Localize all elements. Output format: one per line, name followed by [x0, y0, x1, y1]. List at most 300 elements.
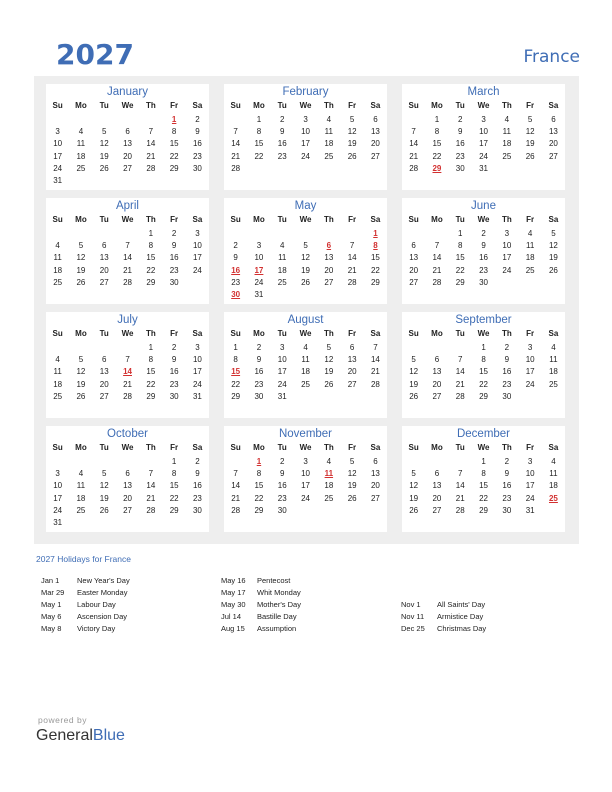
day-cell: 14: [455, 367, 465, 377]
day-cell: 26: [76, 391, 86, 401]
holiday-item: [221, 623, 391, 635]
day-cell: 1: [233, 343, 238, 352]
week-row: [224, 265, 387, 277]
day-cell: 7: [125, 355, 130, 365]
holiday-day-cell: 1: [171, 115, 177, 124]
week-row: [46, 228, 209, 240]
day-cell: 17: [525, 481, 535, 491]
holiday-day-cell: 15: [231, 367, 241, 377]
day-cell: 8: [171, 469, 177, 479]
day-cell: 27: [370, 151, 380, 161]
weekday-label: Fr: [348, 101, 357, 110]
week-row: [224, 493, 387, 505]
day-cell: 12: [76, 367, 86, 377]
day-cell: 11: [76, 481, 86, 491]
day-cell: 5: [102, 469, 107, 479]
weekday-label: We: [477, 101, 490, 110]
day-cell: 19: [409, 379, 419, 389]
day-cell: 15: [254, 481, 264, 491]
day-cell: 10: [254, 253, 264, 263]
week-row: [402, 505, 565, 517]
week-row: [402, 342, 565, 354]
holiday-name: Ascension Day: [77, 612, 128, 621]
holiday-column: [41, 575, 211, 635]
weekday-label: Su: [408, 443, 419, 452]
day-cell: 3: [303, 457, 308, 466]
week-row: [46, 265, 209, 277]
day-cell: 25: [548, 379, 558, 389]
day-cell: 7: [411, 127, 416, 137]
weekday-label: We: [477, 215, 490, 224]
day-cell: 30: [192, 163, 202, 173]
holiday-name: Armistice Day: [437, 612, 484, 621]
holiday-name: Victory Day: [77, 624, 116, 633]
day-cell: 20: [99, 379, 109, 389]
weekday-label: Sa: [192, 329, 203, 338]
holiday-item: [401, 623, 571, 635]
week-row: [402, 228, 565, 240]
month-name: June: [471, 200, 496, 212]
week-row: [224, 468, 387, 480]
day-cell: 18: [525, 253, 535, 263]
day-cell: 4: [326, 457, 332, 466]
day-cell: 6: [102, 355, 107, 365]
month-name: April: [115, 200, 139, 212]
day-cell: 22: [455, 265, 465, 275]
week-row: [46, 456, 209, 468]
day-cell: 15: [432, 139, 442, 149]
day-cell: 23: [277, 151, 287, 161]
weekday-label: Th: [323, 329, 334, 338]
day-cell: 16: [502, 367, 512, 377]
day-cell: 24: [479, 151, 488, 161]
day-cell: 27: [99, 277, 109, 287]
day-cell: 30: [169, 391, 179, 401]
holiday-item: [41, 611, 211, 623]
week-row: [402, 138, 565, 150]
week-row: [402, 493, 565, 505]
day-cell: 15: [146, 367, 156, 377]
day-cell: 25: [76, 163, 86, 173]
weekday-label: We: [121, 101, 134, 110]
day-cell: 13: [432, 367, 442, 377]
day-cell: 10: [53, 139, 63, 149]
brand-logo[interactable]: [36, 727, 125, 745]
day-cell: 25: [324, 151, 334, 161]
day-cell: 3: [256, 241, 262, 251]
weekday-label: Tu: [99, 329, 109, 338]
week-row: [46, 505, 209, 517]
weekday-label: Mo: [75, 329, 87, 338]
day-cell: 16: [192, 481, 202, 491]
day-cell: 19: [76, 265, 86, 275]
day-cell: 17: [53, 151, 63, 161]
day-cell: 29: [169, 163, 179, 173]
weekday-label: Fr: [348, 443, 357, 452]
weekday-label: Fr: [170, 215, 179, 224]
day-cell: 21: [370, 367, 380, 377]
holiday-date: May 1: [41, 600, 62, 609]
weekday-label: Su: [408, 329, 419, 338]
day-cell: 9: [504, 469, 510, 479]
day-cell: 24: [254, 277, 264, 287]
day-cell: 8: [148, 355, 154, 365]
day-cell: 27: [123, 505, 132, 515]
day-cell: 13: [123, 481, 132, 491]
day-cell: 7: [458, 355, 463, 365]
day-cell: 22: [169, 151, 179, 161]
day-cell: 28: [146, 505, 156, 515]
day-cell: 27: [370, 493, 380, 503]
day-cell: 9: [195, 469, 200, 479]
day-cell: 28: [370, 379, 380, 389]
day-cell: 26: [324, 379, 334, 389]
day-cell: 25: [525, 265, 535, 275]
day-cell: 22: [146, 265, 156, 275]
week-row: [46, 163, 209, 175]
weekday-label: Tu: [99, 101, 109, 110]
day-cell: 10: [525, 469, 535, 479]
day-cell: 11: [549, 469, 558, 479]
day-cell: 19: [301, 265, 310, 275]
weekday-header: [402, 328, 565, 340]
weekday-header: [402, 442, 565, 454]
day-cell: 3: [55, 469, 60, 479]
week-row: [224, 391, 387, 403]
day-cell: 10: [53, 481, 63, 491]
day-cell: 29: [146, 277, 156, 287]
month-name: January: [107, 86, 148, 98]
week-row: [402, 391, 565, 403]
holiday-date: Nov 1: [401, 600, 421, 609]
month-name: May: [294, 200, 317, 212]
day-cell: 2: [280, 115, 285, 124]
weekday-label: Tu: [277, 329, 287, 338]
day-cell: 4: [504, 115, 510, 124]
day-cell: 27: [347, 379, 357, 389]
week-row: [46, 354, 209, 366]
day-cell: 19: [324, 367, 334, 377]
weekday-label: Tu: [455, 329, 465, 338]
month-june: [402, 198, 565, 304]
day-cell: 3: [481, 115, 486, 124]
day-cell: 18: [548, 367, 558, 377]
holiday-item: [401, 599, 571, 611]
day-cell: 25: [53, 391, 63, 401]
day-cell: 30: [502, 391, 512, 401]
day-cell: 18: [324, 481, 334, 491]
weekday-label: Mo: [75, 215, 87, 224]
week-row: [402, 126, 565, 138]
day-cell: 29: [231, 391, 241, 401]
day-cell: 13: [347, 355, 357, 365]
weekday-label: Fr: [170, 101, 179, 110]
day-cell: 24: [277, 379, 287, 389]
day-cell: 31: [277, 391, 287, 401]
day-cell: 18: [53, 379, 63, 389]
weekday-header: [46, 442, 209, 454]
week-row: [224, 354, 387, 366]
day-cell: 20: [347, 367, 357, 377]
day-cell: 3: [527, 457, 533, 466]
day-cell: 16: [455, 139, 465, 149]
week-row: [46, 391, 209, 403]
holiday-item: [401, 587, 571, 599]
day-cell: 13: [409, 253, 419, 263]
day-cell: 9: [171, 241, 177, 251]
day-cell: 1: [481, 343, 486, 352]
month-may: [224, 198, 387, 304]
week-row: [402, 480, 565, 492]
week-row: [46, 493, 209, 505]
day-cell: 1: [481, 457, 486, 466]
weekday-label: Sa: [548, 443, 559, 452]
day-cell: 25: [76, 505, 86, 515]
day-cell: 12: [76, 253, 86, 263]
day-cell: 4: [527, 229, 533, 238]
weekday-label: Fr: [526, 443, 535, 452]
day-cell: 11: [53, 253, 62, 263]
weekday-label: Sa: [192, 215, 203, 224]
day-cell: 10: [525, 355, 535, 365]
weekday-label: Mo: [75, 443, 87, 452]
day-cell: 23: [502, 379, 512, 389]
month-name: November: [278, 428, 333, 440]
day-cell: 20: [123, 493, 132, 503]
weekday-label: We: [299, 443, 312, 452]
day-cell: 9: [171, 355, 177, 365]
day-cell: 26: [548, 265, 558, 275]
day-cell: 9: [280, 469, 285, 479]
day-cell: 20: [324, 265, 334, 275]
day-cell: 2: [280, 457, 285, 466]
day-cell: 8: [458, 241, 463, 251]
day-cell: 24: [525, 493, 535, 503]
day-cell: 7: [373, 343, 378, 352]
day-cell: 19: [409, 493, 419, 503]
day-cell: 5: [78, 241, 84, 251]
day-cell: 29: [370, 277, 380, 287]
day-cell: 12: [409, 481, 419, 491]
weekday-label: Sa: [192, 443, 203, 452]
holiday-date: May 30: [221, 600, 246, 609]
day-cell: 31: [479, 163, 488, 173]
day-cell: 28: [146, 163, 156, 173]
weekday-label: Su: [230, 101, 241, 110]
week-row: [402, 379, 565, 391]
day-cell: 29: [146, 391, 156, 401]
weekday-label: Mo: [253, 215, 265, 224]
day-cell: 11: [324, 127, 333, 137]
day-cell: 5: [551, 229, 556, 238]
day-cell: 26: [76, 277, 86, 287]
day-cell: 23: [192, 493, 202, 503]
day-cell: 3: [527, 343, 533, 352]
day-cell: 15: [169, 481, 179, 491]
day-cell: 1: [148, 229, 154, 238]
holiday-name: Pentecost: [257, 576, 291, 585]
day-cell: 5: [102, 127, 107, 137]
day-cell: 23: [169, 265, 179, 275]
week-row: [46, 480, 209, 492]
holiday-day-cell: 1: [373, 229, 378, 238]
day-cell: 29: [254, 505, 264, 515]
day-cell: 6: [373, 115, 378, 124]
holiday-day-cell: 8: [373, 241, 378, 251]
month-december: [402, 426, 565, 532]
year-title: 2027: [56, 38, 134, 71]
day-cell: 19: [347, 481, 357, 491]
day-cell: 23: [254, 379, 264, 389]
day-cell: 24: [301, 493, 310, 503]
day-cell: 19: [548, 253, 558, 263]
holiday-date: May 8: [41, 624, 62, 633]
weekday-label: Su: [52, 101, 63, 110]
day-cell: 5: [78, 355, 84, 365]
holiday-day-cell: 14: [123, 367, 132, 377]
day-cell: 17: [301, 139, 310, 149]
day-cell: 2: [171, 343, 177, 352]
holiday-date: Jul 14: [221, 612, 242, 621]
day-cell: 21: [231, 151, 241, 161]
weekday-header: [224, 328, 387, 340]
day-cell: 23: [455, 151, 465, 161]
day-cell: 23: [231, 277, 241, 287]
holiday-date: May 17: [221, 588, 246, 597]
day-cell: 11: [525, 241, 535, 251]
holiday-day-cell: 6: [326, 241, 332, 251]
day-cell: 4: [326, 115, 332, 124]
day-cell: 28: [347, 277, 357, 287]
day-cell: 10: [301, 127, 310, 137]
weekday-label: Su: [52, 329, 63, 338]
holiday-name: New Year's Day: [77, 576, 130, 585]
week-row: [46, 342, 209, 354]
weekday-label: Sa: [548, 215, 559, 224]
weekday-header: [402, 100, 565, 112]
day-cell: 28: [123, 391, 132, 401]
holiday-date: May 16: [221, 576, 246, 585]
holiday-item: [41, 575, 211, 587]
month-august: [224, 312, 387, 418]
day-cell: 3: [280, 343, 285, 352]
weekday-header: [46, 214, 209, 226]
day-cell: 17: [192, 253, 202, 263]
day-cell: 10: [479, 127, 488, 137]
day-cell: 5: [349, 457, 355, 466]
week-row: [224, 252, 387, 264]
day-cell: 25: [53, 277, 63, 287]
day-cell: 26: [99, 505, 109, 515]
week-row: [402, 114, 565, 126]
weekday-label: Tu: [277, 101, 287, 110]
month-name: August: [287, 314, 324, 326]
day-cell: 6: [102, 241, 107, 251]
day-cell: 12: [347, 127, 357, 137]
day-cell: 7: [148, 127, 154, 137]
day-cell: 30: [169, 277, 179, 287]
day-cell: 17: [502, 253, 512, 263]
day-cell: 15: [254, 139, 264, 149]
holiday-day-cell: 29: [432, 163, 442, 173]
weekday-label: Fr: [348, 215, 357, 224]
day-cell: 22: [231, 379, 241, 389]
day-cell: 30: [254, 391, 264, 401]
day-cell: 17: [525, 367, 535, 377]
weekday-label: Tu: [99, 215, 109, 224]
holiday-day-cell: 25: [548, 493, 558, 503]
weekday-label: We: [299, 101, 312, 110]
weekday-label: We: [121, 329, 134, 338]
day-cell: 26: [409, 505, 419, 515]
holiday-item: [221, 575, 391, 587]
day-cell: 6: [125, 469, 130, 479]
day-cell: 5: [411, 469, 416, 479]
holiday-item: [401, 575, 571, 587]
day-cell: 6: [373, 457, 378, 466]
holiday-name: Whit Monday: [257, 588, 301, 597]
month-november: [224, 426, 387, 532]
day-cell: 12: [324, 355, 334, 365]
day-cell: 2: [233, 241, 238, 251]
day-cell: 10: [192, 355, 202, 365]
day-cell: 10: [301, 469, 310, 479]
day-cell: 26: [301, 277, 310, 287]
week-row: [46, 379, 209, 391]
weekday-label: Th: [145, 443, 156, 452]
holiday-day-cell: 1: [256, 457, 262, 466]
day-cell: 24: [53, 163, 63, 173]
day-cell: 26: [409, 391, 419, 401]
month-february: [224, 84, 387, 190]
week-row: [46, 366, 209, 378]
day-cell: 23: [277, 493, 287, 503]
day-cell: 7: [458, 469, 463, 479]
month-name: February: [282, 86, 329, 98]
holiday-column: [221, 575, 391, 635]
day-cell: 12: [347, 469, 357, 479]
day-cell: 3: [195, 343, 200, 352]
holiday-date: Mar 29: [41, 588, 65, 597]
week-row: [224, 342, 387, 354]
weekday-header: [224, 214, 387, 226]
day-cell: 1: [171, 457, 177, 466]
weekday-label: Th: [501, 329, 512, 338]
day-cell: 6: [349, 343, 355, 352]
day-cell: 1: [434, 115, 440, 124]
day-cell: 12: [301, 253, 310, 263]
day-cell: 28: [432, 277, 442, 287]
day-cell: 26: [347, 151, 357, 161]
day-cell: 4: [78, 127, 84, 137]
day-cell: 18: [324, 139, 334, 149]
day-cell: 16: [277, 139, 287, 149]
day-cell: 13: [123, 139, 132, 149]
day-cell: 28: [231, 505, 241, 515]
day-cell: 17: [301, 481, 310, 491]
week-row: [224, 228, 387, 240]
day-cell: 22: [432, 151, 442, 161]
day-cell: 11: [278, 253, 287, 263]
day-cell: 27: [432, 505, 442, 515]
weekday-label: Fr: [526, 101, 535, 110]
day-cell: 21: [409, 151, 419, 161]
day-cell: 6: [434, 355, 440, 365]
weekday-label: Sa: [548, 101, 559, 110]
day-cell: 15: [370, 253, 380, 263]
day-cell: 20: [370, 481, 380, 491]
day-cell: 25: [502, 151, 512, 161]
